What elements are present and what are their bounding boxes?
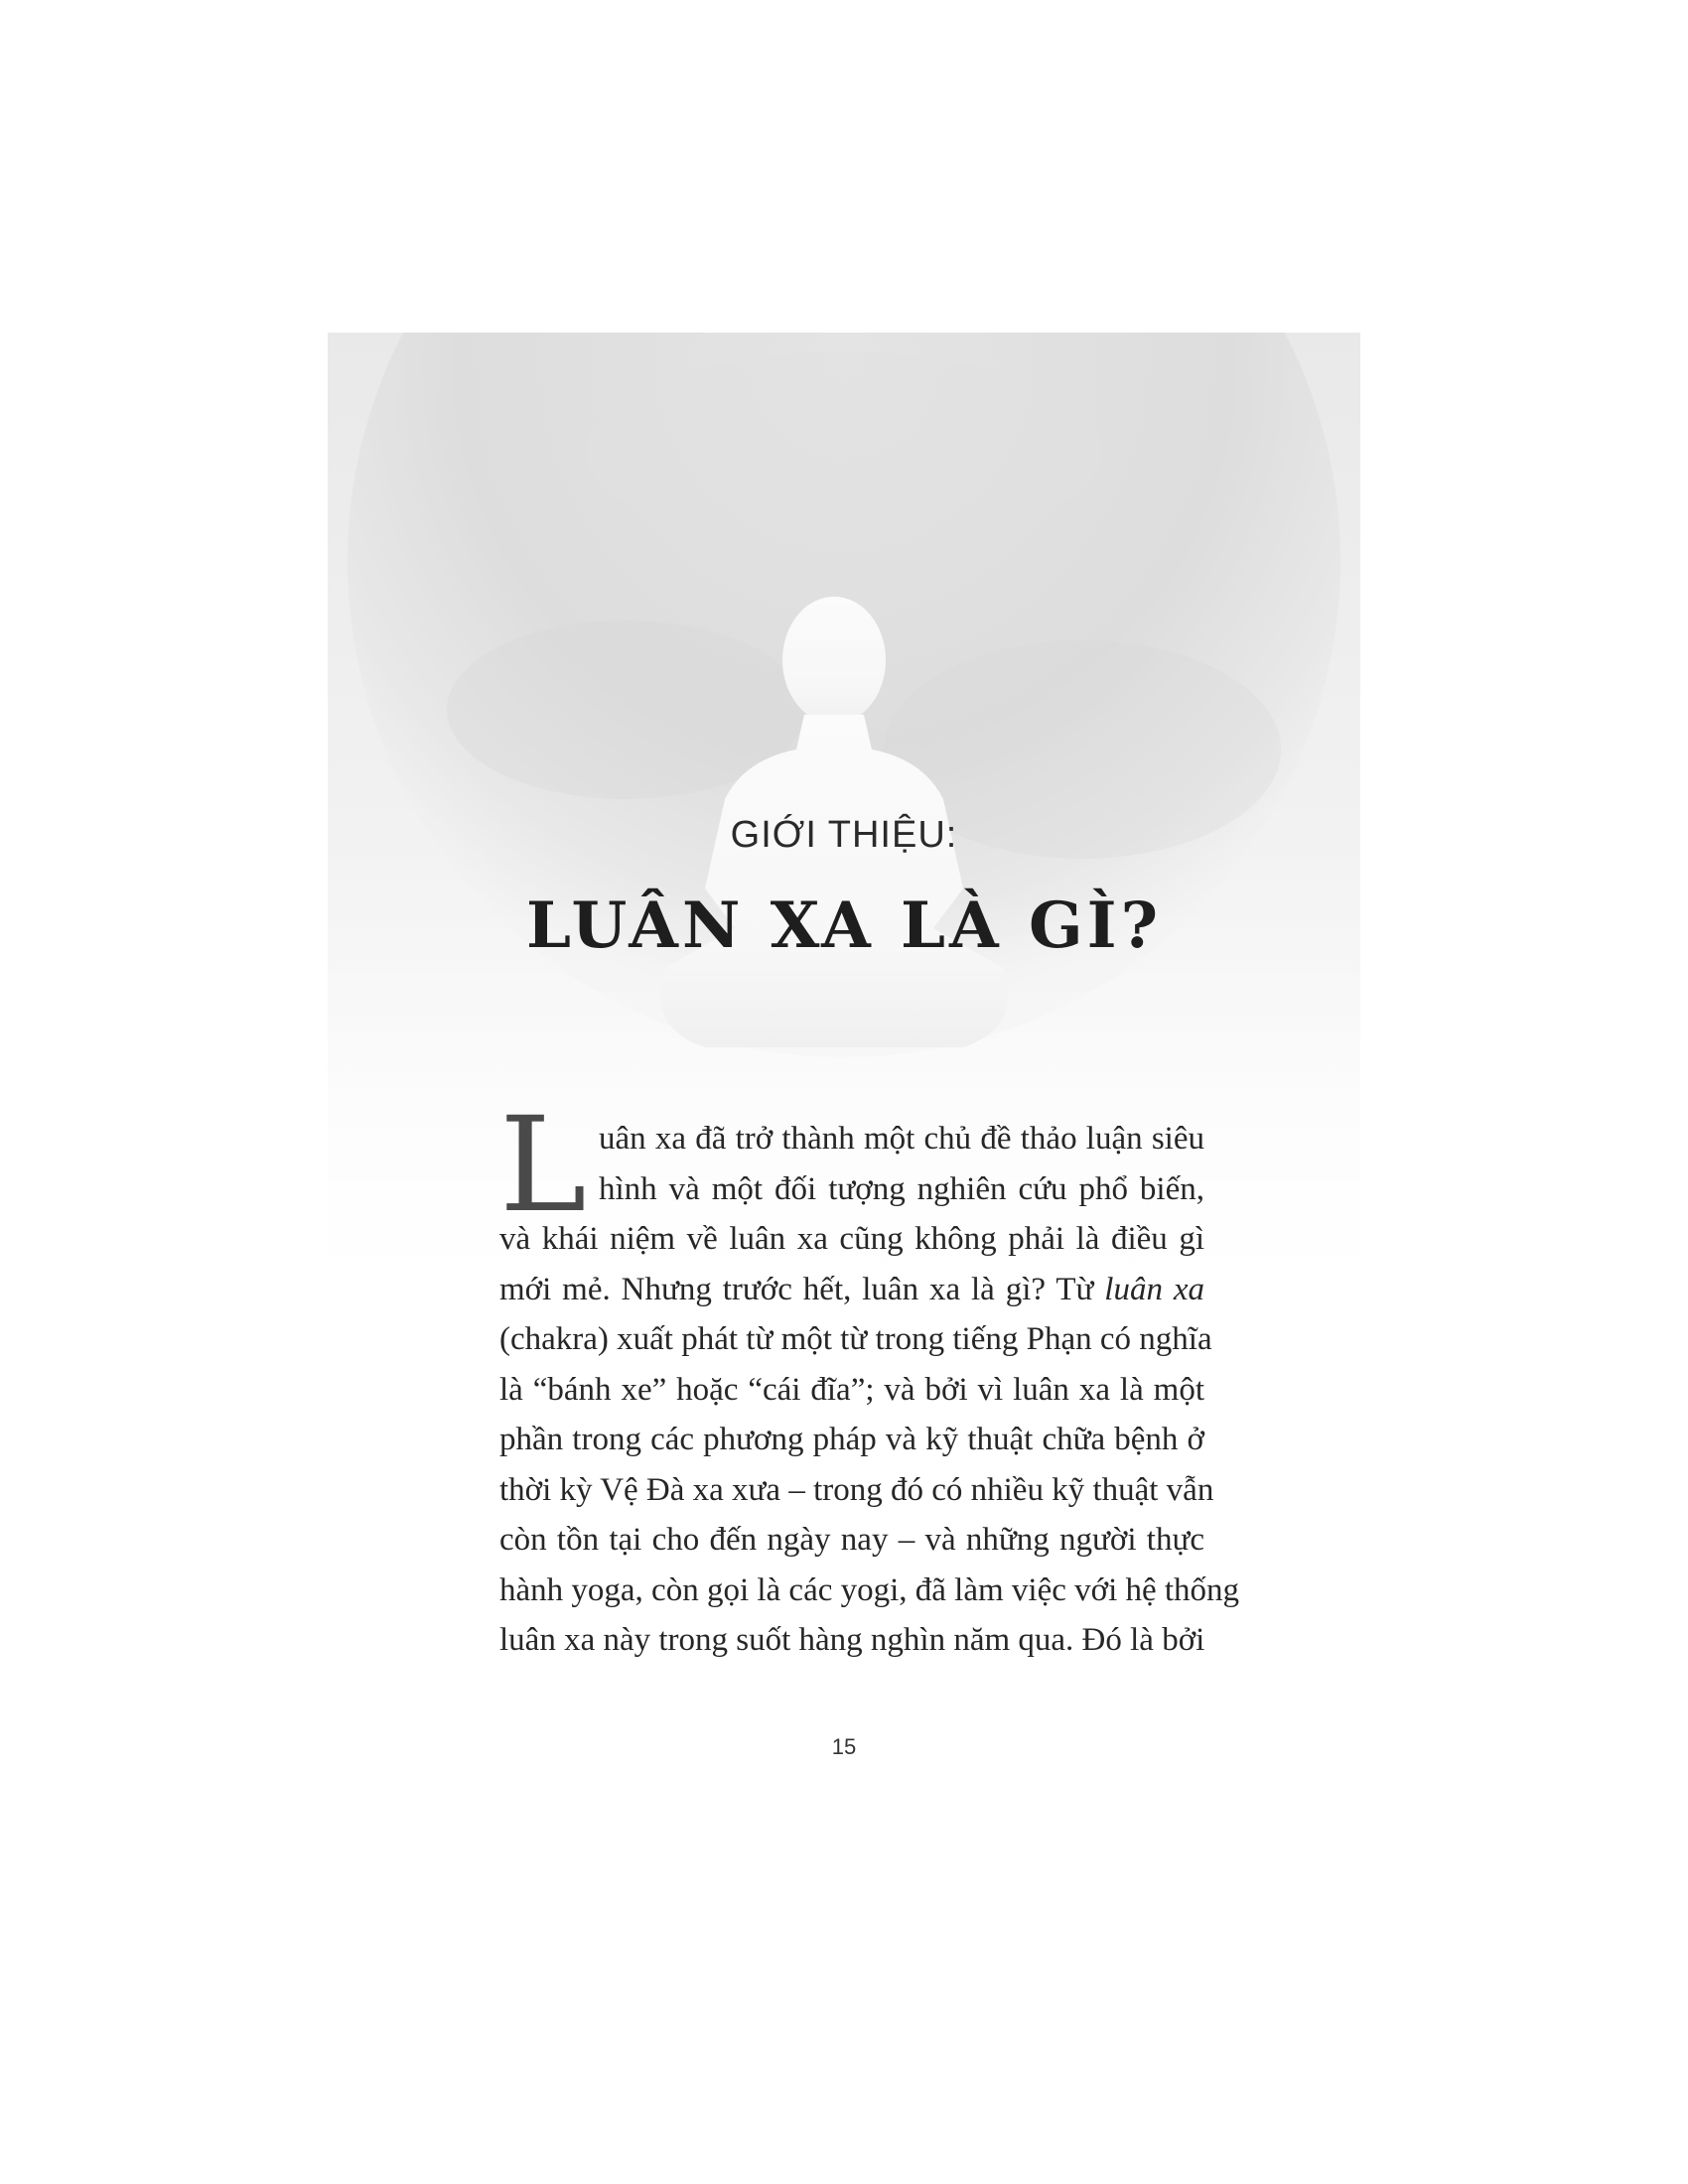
chapter-title: LUÂN XA LÀ GÌ? (525, 888, 1163, 963)
page-number: 15 (831, 1734, 857, 1759)
body-line: thời kỳ Vệ Đà xa xưa – trong đó có nhiều kỹ thuật vẫn (499, 1471, 1214, 1508)
body-line: uân xa đã trở thành một chủ đề thảo luận siêu (599, 1121, 1204, 1157)
body-line: phần trong các phương pháp và kỹ thuật chữa bệnh ở (499, 1422, 1204, 1457)
body-line: là “bánh xe” hoặc “cái đĩa”; và bởi vì luân xa là một (499, 1371, 1204, 1408)
italic-term: luân xa (1104, 1271, 1204, 1307)
body-line: (chakra) xuất phát từ một từ trong tiếng Phạn có nghĩa (499, 1321, 1212, 1357)
body-paragraph (499, 1089, 1240, 1666)
body-line: còn tồn tại cho đến ngày nay – và những người thực (499, 1522, 1204, 1558)
body-line: và khái niệm về luân xa cũng không phải là điều gì (499, 1221, 1204, 1257)
body-line-with-italic (499, 1265, 1204, 1315)
body-line: luân xa này trong suốt hàng nghìn năm qua. Đó là bởi (499, 1622, 1205, 1658)
drop-cap: L (499, 1089, 587, 1242)
chapter-intro-label: GIỚI THIỆU: (730, 814, 958, 856)
body-line-text: mới mẻ. Nhưng trước hết, luân xa là gì? Từ (499, 1271, 1105, 1307)
body-line: hình và một đối tượng nghiên cứu phổ biến, (599, 1170, 1204, 1207)
body-line: hành yoga, còn gọi là các yogi, đã làm việc với hệ thống (499, 1571, 1240, 1608)
